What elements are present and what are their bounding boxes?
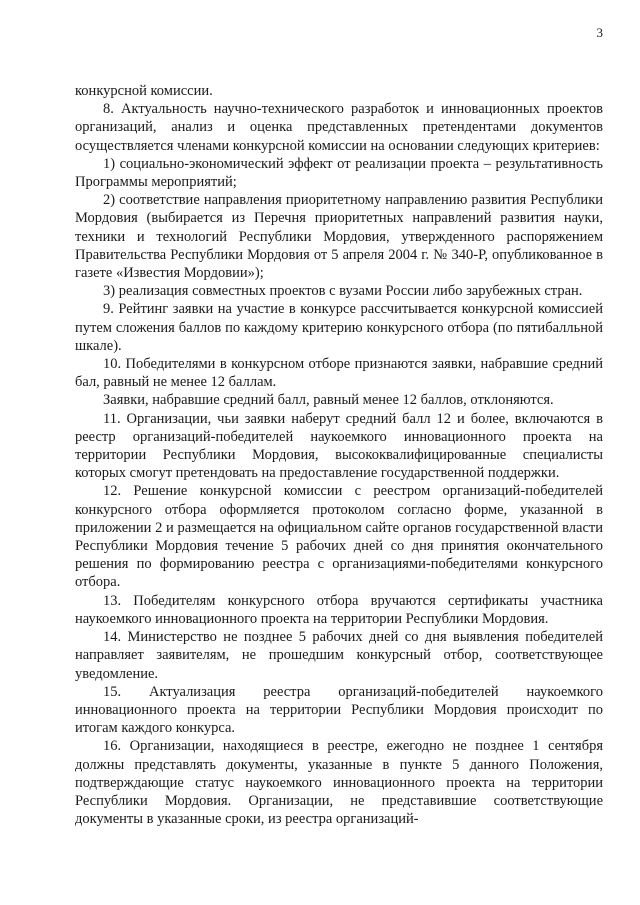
paragraph-item-8: 8. Актуальность научно-технического разработок и инновационных проектов организаций, анализ и оценка представленных претендентами документов осуществляется членами конкурсной комиссии на основании следующих критериев: bbox=[75, 101, 603, 154]
paragraph-item-10: 10. Победителями в конкурсном отборе признаются заявки, набравшие средний бал, равный не менее 12 баллам. bbox=[75, 356, 603, 391]
paragraph-item-16: 16. Организации, находящиеся в реестре, ежегодно не позднее 1 сентября должны представлять документы, указанные в пункте 5 данного Положения, подтверждающие статус наукоемкого инновационного проекта на территории Республики Мордовия. Организации, не представившие соответствующие документы в указанные сроки, из реестра организаций- bbox=[75, 738, 603, 828]
paragraph-item-11: 11. Организации, чьи заявки наберут средний балл 12 и более, включаются в реестр организаций-победителей наукоемкого инновационного проекта на территории Республики Мордовия, высококвалифицированные специалисты которых смогут претендовать на предоставление государственной поддержки. bbox=[75, 410, 603, 482]
criterion-1: 1) социально-экономический эффект от реализации проекта – результативность Программы мероприятий; bbox=[75, 155, 603, 191]
criterion-2: 2) соответствие направления приоритетному направлению развития Республики Мордовия (выбирается из Перечня приоритетных направлений развития науки, техники и технологий Республики Мордовия, утвержденного распоряжением Правительства Республики Мордовия от 5 апреля 2004 г. № 340-Р, опубликованное в газете «Известия Мордовии»); bbox=[75, 192, 603, 282]
paragraph-item-13: 13. Победителям конкурсного отбора вручаются сертификаты участника наукоемкого инновационного проекта на территории Республики Мордовия. bbox=[75, 592, 603, 627]
paragraph-item-9: 9. Рейтинг заявки на участие в конкурсе рассчитывается конкурсной комиссией путем сложения баллов по каждому критерию конкурсного отбора (по пятибалльной шкале). bbox=[75, 301, 603, 354]
paragraph-item-15: 15. Актуализация реестра организаций-победителей наукоемкого инновационного проекта на территории Республики Мордовия происходит по итогам каждого конкурса. bbox=[75, 683, 603, 737]
document-body bbox=[75, 82, 603, 828]
paragraph-item-12: 12. Решение конкурсной комиссии с реестром организаций-победителей конкурсного отбора оформляется протоколом согласно форме, указанной в приложении 2 и размещается на официальном сайте органов государственной власти Республики Мордовия течение 5 рабочих дней со дня принятия окончательного решения по формированию реестра с организациями-победителями конкурсного отбора. bbox=[75, 483, 603, 591]
paragraph-rejection-rule: Заявки, набравшие средний балл, равный менее 12 баллов, отклоняются. bbox=[103, 392, 554, 409]
page-number: 3 bbox=[596, 25, 603, 40]
paragraph-continuation: конкурсной комиссии. bbox=[75, 83, 213, 99]
paragraph-item-14: 14. Министерство не позднее 5 рабочих дней со дня выявления победителей направляет заявителям, не прошедшим конкурсный отбор, соответствующее уведомление. bbox=[75, 629, 603, 682]
criterion-3: 3) реализация совместных проектов с вузами России либо зарубежных стран. bbox=[103, 283, 583, 300]
